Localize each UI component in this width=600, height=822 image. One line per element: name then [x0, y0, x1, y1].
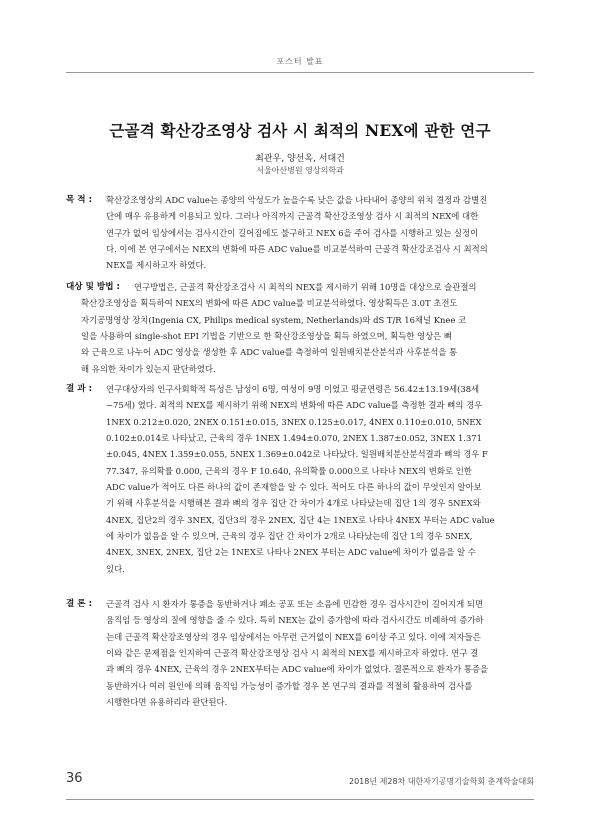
section-purpose: [66, 192, 534, 274]
text-line: 는데 근골격 확산강조영상의 경우 임상에서는 아무런 근거없이 NEX를 6이상 주고 있다. 이에 저자들은: [106, 631, 481, 642]
text-line: 확산강조영상의 ADC value는 종양의 악성도가 높을수록 낮은 값을 나타내어 종양의 위치 결정과 감별진: [106, 195, 488, 205]
affiliation: 서울아산병원 영상의학과: [256, 166, 344, 175]
text-line: 근골격 검사 시 환자가 통증을 동반하거나 폐소 공포 또는 소음에 민감한 경우 검사시간이 길어지게 되면: [106, 599, 484, 609]
text-line: 1NEX 0.212±0.020, 2NEX 0.151±0.015, 3NEX 0.125±0.017, 4NEX 0.110±0.010, 5NEX: [106, 416, 482, 427]
text-line: 확산강조영상을 획득하여 NEX의 변화에 따른 ADC value를 비교분석하였다. 영상획득은 3.0T 초전도: [81, 298, 458, 309]
text-line: 단에 매우 유용하게 이용되고 있다. 그러나 아직까지 근골격 확산강조영상 검사 시 최적의 NEX에 대한: [106, 211, 479, 222]
text-line: 자기공명영상 장치(Ingenia CX, Philips medical system, Netherlands)와 dS T/R 16채널 Knee 코: [81, 314, 467, 325]
text-line: 에 차이가 없음을 알 수 있으며, 근육의 경우 집단 간 차이가 2개로 나타났는데 집단 1의 경우 5NEX,: [106, 531, 473, 542]
text-line: 77.347, 유의확률 0.000, 근육의 경우 F 10.640, 유의확률 0.000으로 나타나 NEX의 변화로 인한: [106, 465, 472, 476]
section-label: 결 과 :: [66, 384, 93, 394]
section-header-label: 포스터 발표: [276, 57, 324, 66]
text-line: 동반하거나 여러 원인에 의해 움직임 가능성이 증가할 경우 본 연구의 결과를 적절히 활용하여 검사를: [106, 680, 473, 691]
text-line: 연구방법은, 근골격 확산강조검사 시 최적의 NEX를 제시하기 위해 10명을 대상으로 슬관절의: [134, 282, 477, 292]
text-line: NEX를 제시하고자 하였다.: [106, 260, 207, 271]
text-line: 해 유의한 차이가 있는지 판단하였다.: [81, 363, 216, 374]
text-line: 다. 이에 본 연구에서는 NEX의 변화에 따른 ADC value를 비교분석하여 근골격 확산강조검사 시 최적의: [106, 244, 488, 255]
header-divider: [66, 72, 534, 73]
section-label: 대상 및 방법 :: [66, 282, 120, 292]
authors: 최관우, 양선옥, 서대건: [255, 154, 345, 164]
conference-name: 2018년 제28차 대한자기공명기술학회 춘계학술대회: [349, 777, 534, 786]
section-body: [66, 279, 534, 295]
section-methods: [66, 279, 534, 377]
page-number: 36: [66, 771, 83, 786]
text-line: 4NEX, 3NEX, 2NEX, 집단 2는 1NEX로 나타나 2NEX 부터는 ADC value에 차이가 없음을 알 수: [106, 547, 476, 558]
text-line: 시행한다면 유용하리라 판단된다.: [106, 697, 228, 708]
text-line: ±0.045, 4NEX 1.359±0.055, 5NEX 1.369±0.042로 나타났다. 일원배치분산분석결과 뼈의 경우 F: [106, 449, 488, 460]
text-line: 와 근육으로 나누어 ADC 영상을 생성한 후 ADC value를 측정하여 일원배치분산분석과 사후분석을 통: [81, 347, 458, 358]
text-line: 일을 사용하여 single-shot EPI 기법을 기반으로 한 확산강조영상을 획득 하였으며, 획득한 영상은 뼈: [81, 331, 453, 342]
section-label: 결 론 :: [66, 599, 93, 609]
text-line: 이와 같은 문제점을 인지하여 근골격 확산강조영상 검사 시 최적의 NEX를 제시하고자 하였다. 연구 결: [106, 648, 479, 659]
text-line: 기 위해 사후분석을 시행해본 결과 뼈의 경우 집단 간 차이가 4개로 나타났는데 집단 1의 경우 5NEX와: [106, 498, 481, 509]
footer-divider: [66, 799, 534, 800]
section-label: 목 적 :: [66, 195, 93, 205]
text-line: ADC value가 적어도 다른 하나의 값이 존재함을 알 수 있다. 적어도 다른 하나의 값이 무엇인지 알아보: [106, 482, 482, 493]
section-body: [66, 381, 534, 577]
text-line: 있다.: [106, 563, 125, 574]
section-body-continued: [66, 295, 534, 377]
text-line: 4NEX, 집단2의 경우 3NEX, 집단3의 경우 2NEX, 집단 4는 1NEX로 나타나 4NEX 부터는 ADC value: [106, 514, 495, 525]
text-line: ~75세) 였다. 최적의 NEX를 제시하기 위해 NEX의 변화에 따른 ADC value를 측정한 결과 뼈의 경우: [106, 400, 483, 411]
text-line: 0.102±0.014로 나타났고, 근육의 경우 1NEX 1.494±0.070, 2NEX 1.387±0.052, 3NEX 1.371: [106, 433, 482, 444]
text-line: 과 뼈의 경우 4NEX, 근육의 경우 2NEX부터는 ADC value에 차이가 없었다. 결론적으로 환자가 통증을: [106, 664, 489, 675]
section-conclusion: [66, 596, 534, 710]
text-line: 연구대상자의 인구사회학적 특성은 남성이 6명, 여성이 9명 이었고 평균연령은 56.42±13.19세(38세: [106, 384, 480, 394]
section-body: [66, 596, 534, 710]
text-line: 움직임 등 영상의 질에 영향을 줄 수 있다. 특히 NEX는 값이 증가함에 따라 검사시간도 비례하여 증가하: [106, 615, 484, 626]
section-results: [66, 381, 534, 577]
section-body: [66, 192, 534, 274]
text-line: 연구가 없어 임상에서는 검사시간이 길어짐에도 불구하고 NEX 6을 주어 검사를 시행하고 있는 실정이: [106, 227, 479, 238]
paper-title: 근골격 확산강조영상 검사 시 최적의 NEX에 관한 연구: [109, 121, 491, 140]
